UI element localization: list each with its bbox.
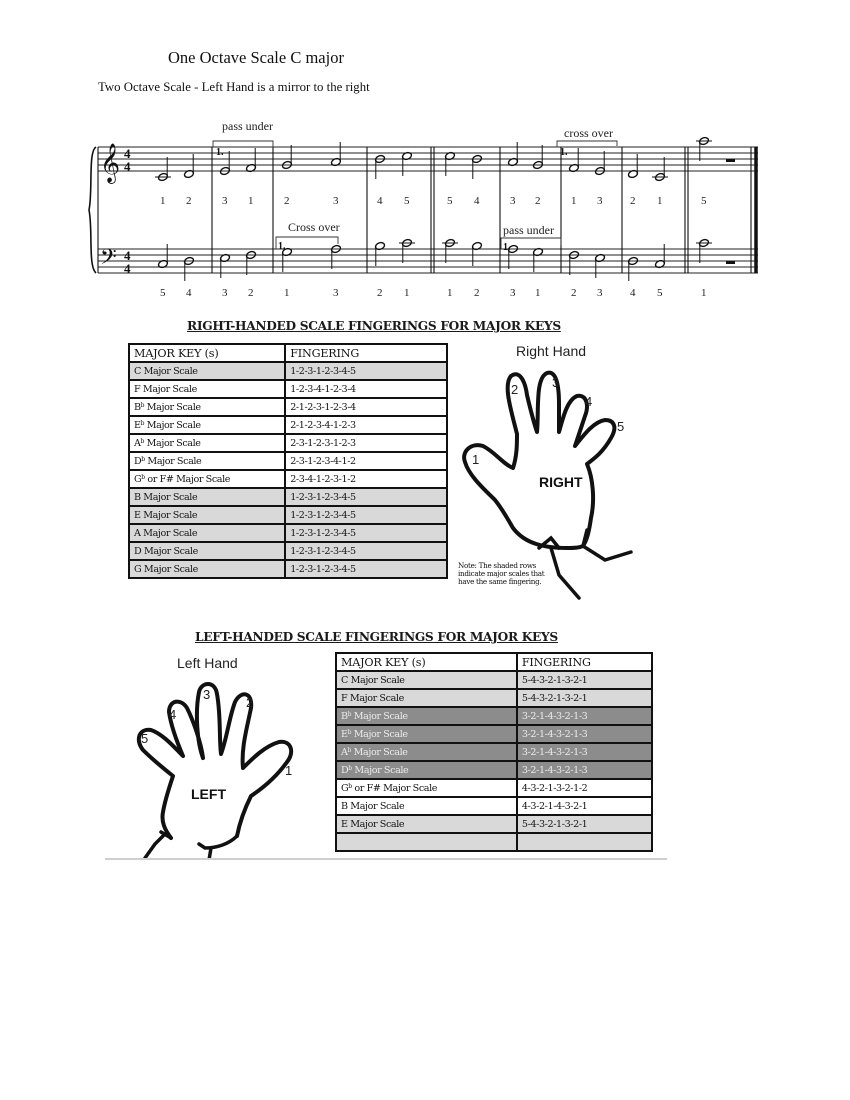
table-header-row [129, 344, 447, 362]
right-hand-title: Right Hand [516, 343, 587, 359]
major-key-cell: F Major Scale [129, 380, 285, 398]
svg-text:3: 3 [510, 195, 516, 207]
major-key-cell: $D^b$ Major Scale [336, 761, 517, 779]
annotation-pass-under: pass under [222, 119, 273, 133]
table-row [336, 725, 652, 743]
svg-text:1: 1 [285, 763, 293, 778]
fingering-cell [517, 833, 652, 851]
major-key-cell: $E^b$ Major Scale [129, 416, 285, 434]
svg-text:1.: 1. [278, 241, 286, 252]
fingering-cell: 3-2-1-4-3-2-1-3 [517, 725, 652, 743]
svg-text:2: 2 [377, 287, 383, 299]
left-hand-label: LEFT [191, 786, 226, 802]
table-row [336, 743, 652, 761]
half-rest-treble [726, 159, 735, 162]
svg-text:4: 4 [124, 146, 131, 161]
svg-text:3: 3 [597, 195, 603, 207]
svg-text:1: 1 [472, 452, 480, 467]
fingering-cell: 3-2-1-4-3-2-1-3 [517, 761, 652, 779]
fingering-cell: 1-2-3-4-1-2-3-4 [285, 380, 447, 398]
major-key-cell: G Major Scale [129, 560, 285, 578]
svg-text:1.: 1. [503, 242, 511, 253]
svg-text:3: 3 [552, 375, 560, 390]
flat-accidental: b [141, 455, 145, 463]
svg-text:1: 1 [404, 287, 410, 299]
flat-accidental: b [141, 473, 145, 481]
table-row [129, 488, 447, 506]
svg-text:1: 1 [571, 195, 577, 207]
svg-text:1: 1 [284, 287, 290, 299]
svg-text:2: 2 [284, 195, 290, 207]
grand-staff-brace [89, 147, 96, 273]
right-fingering-table [128, 343, 448, 579]
fingering-cell: 1-2-3-1-2-3-4-5 [285, 542, 447, 560]
major-key-cell: $A^b$ Major Scale [336, 743, 517, 761]
major-key-cell: $E^b$ Major Scale [336, 725, 517, 743]
svg-text:5: 5 [701, 195, 707, 207]
fingering-cell: 2-3-1-2-3-4-1-2 [285, 452, 447, 470]
table-row [129, 434, 447, 452]
major-key-cell: E Major Scale [129, 506, 285, 524]
fingering-cell: 2-3-4-1-2-3-1-2 [285, 470, 447, 488]
table-row [336, 797, 652, 815]
fingering-cell: 4-3-2-1-3-2-1-2 [517, 779, 652, 797]
page-subtitle: Two Octave Scale - Left Hand is a mirror to the right [98, 80, 370, 94]
svg-text:5: 5 [657, 287, 663, 299]
svg-text:1: 1 [248, 195, 254, 207]
major-key-cell: C Major Scale [129, 362, 285, 380]
table-header-cell: FINGERING [285, 344, 447, 362]
brackets [213, 141, 617, 249]
svg-text:4: 4 [630, 287, 636, 299]
svg-text:1.: 1. [560, 147, 568, 158]
svg-text:4: 4 [124, 159, 131, 174]
svg-text:2: 2 [248, 287, 254, 299]
table-row [336, 779, 652, 797]
major-key-cell: $G^b$ or F# Major Scale [336, 779, 517, 797]
treble-clef-icon: 𝄞 [100, 145, 121, 182]
cutoff-line [105, 858, 667, 860]
fingering-cell: 1-2-3-1-2-3-4-5 [285, 524, 447, 542]
fingering-cell: 1-2-3-1-2-3-4-5 [285, 560, 447, 578]
flat-accidental: b [140, 419, 145, 427]
fingering-cell: 1-2-3-1-2-3-4-5 [285, 506, 447, 524]
svg-text:4: 4 [124, 248, 131, 263]
major-key-cell: $B^b$ Major Scale [336, 707, 517, 725]
flat-accidental: b [140, 437, 144, 445]
table-row [129, 416, 447, 434]
flat-accidental: b [348, 782, 352, 790]
page-title: One Octave Scale C major [168, 48, 344, 67]
table-row [129, 542, 447, 560]
major-key-cell: $A^b$ Major Scale [129, 434, 285, 452]
fingering-cell: 3-2-1-4-3-2-1-3 [517, 743, 652, 761]
flat-accidental: b [347, 710, 352, 718]
svg-text:2: 2 [535, 195, 541, 207]
annotations [222, 119, 613, 237]
left-fingering-table [335, 652, 653, 852]
svg-text:5: 5 [617, 419, 625, 434]
svg-text:4: 4 [186, 287, 192, 299]
fingering-cell: 4-3-2-1-4-3-2-1 [517, 797, 652, 815]
fingering-cell: 2-1-2-3-1-2-3-4 [285, 398, 447, 416]
major-key-cell: E Major Scale [336, 815, 517, 833]
svg-text:2: 2 [474, 287, 480, 299]
fingering-cell: 2-3-1-2-3-1-2-3 [285, 434, 447, 452]
left-hand-icon [105, 672, 330, 860]
major-key-cell: B Major Scale [336, 797, 517, 815]
table-row [129, 452, 447, 470]
fingering-cell: 1-2-3-1-2-3-4-5 [285, 362, 447, 380]
annotation-pass-under-bass: pass under [503, 223, 554, 237]
svg-text:3: 3 [333, 287, 339, 299]
svg-text:4: 4 [124, 261, 131, 276]
table-row [129, 506, 447, 524]
svg-text:1: 1 [535, 287, 541, 299]
flat-accidental: b [140, 401, 145, 409]
svg-text:1: 1 [701, 287, 707, 299]
svg-text:5: 5 [141, 731, 149, 746]
svg-text:2: 2 [511, 382, 519, 397]
table-row [129, 380, 447, 398]
svg-text:1: 1 [447, 287, 453, 299]
svg-text:4: 4 [474, 195, 480, 207]
table-header-cell: FINGERING [517, 653, 652, 671]
table-row [129, 470, 447, 488]
flat-accidental: b [348, 764, 352, 772]
time-signature-treble [124, 146, 131, 174]
table-row [129, 524, 447, 542]
right-section-heading: RIGHT-HANDED SCALE FINGERINGS FOR MAJOR KEYS [187, 319, 561, 333]
right-hand-label: RIGHT [539, 474, 583, 490]
svg-text:2: 2 [571, 287, 577, 299]
table-header-row [336, 653, 652, 671]
annotation-cross-over-bass: Cross over [288, 220, 340, 234]
table-row [129, 398, 447, 416]
table-row [129, 560, 447, 578]
major-key-cell: B Major Scale [129, 488, 285, 506]
fingering-cell: 5-4-3-2-1-3-2-1 [517, 671, 652, 689]
flat-accidental: b [347, 728, 352, 736]
table-row [129, 362, 447, 380]
time-signature-bass [124, 248, 131, 276]
major-key-cell: $G^b$ or F# Major Scale [129, 470, 285, 488]
table-row [336, 671, 652, 689]
major-key-cell [336, 833, 517, 851]
music-score [0, 0, 850, 310]
svg-text:3: 3 [597, 287, 603, 299]
table-row [336, 689, 652, 707]
svg-text:4: 4 [585, 394, 593, 409]
major-key-cell: C Major Scale [336, 671, 517, 689]
svg-text:5: 5 [404, 195, 410, 207]
major-key-cell: F Major Scale [336, 689, 517, 707]
svg-text:3: 3 [222, 287, 228, 299]
svg-text:1: 1 [160, 195, 166, 207]
svg-text:5: 5 [160, 287, 166, 299]
flat-accidental: b [347, 746, 351, 754]
major-key-cell: $D^b$ Major Scale [129, 452, 285, 470]
fingering-cell: 5-4-3-2-1-3-2-1 [517, 815, 652, 833]
blank-lower-page [0, 860, 850, 1100]
shaded-rows-note: Note: The shaded rows indicate major scales that have the same fingering. [458, 561, 545, 586]
table-header-cell: MAJOR KEY (s) [129, 344, 285, 362]
table-row [336, 833, 652, 851]
fingering-cell: 1-2-3-1-2-3-4-5 [285, 488, 447, 506]
table-header-cell: MAJOR KEY (s) [336, 653, 517, 671]
annotation-cross-over: cross over [564, 126, 613, 140]
left-section-heading: LEFT-HANDED SCALE FINGERINGS FOR MAJOR KEYS [195, 630, 558, 644]
fingering-cell: 3-2-1-4-3-2-1-3 [517, 707, 652, 725]
table-row [336, 761, 652, 779]
major-key-cell: D Major Scale [129, 542, 285, 560]
svg-text:1.: 1. [216, 147, 224, 158]
svg-text:3: 3 [203, 687, 211, 702]
svg-text:1: 1 [657, 195, 663, 207]
fingering-cell: 2-1-2-3-4-1-2-3 [285, 416, 447, 434]
svg-text:5: 5 [447, 195, 453, 207]
bass-clef-icon: 𝄢 [100, 245, 117, 274]
barlines [98, 147, 756, 273]
svg-text:3: 3 [333, 195, 339, 207]
major-key-cell: $B^b$ Major Scale [129, 398, 285, 416]
svg-text:3: 3 [510, 287, 516, 299]
major-key-cell: A Major Scale [129, 524, 285, 542]
svg-text:2: 2 [630, 195, 636, 207]
half-rest-bass [726, 261, 735, 264]
svg-text:2: 2 [246, 695, 254, 710]
svg-text:3: 3 [222, 195, 228, 207]
svg-text:4: 4 [169, 707, 177, 722]
fingering-cell: 5-4-3-2-1-3-2-1 [517, 689, 652, 707]
svg-text:2: 2 [186, 195, 192, 207]
svg-text:4: 4 [377, 195, 383, 207]
staff-lines [98, 147, 758, 273]
left-hand-title: Left Hand [177, 655, 238, 671]
table-row [336, 707, 652, 725]
table-row [336, 815, 652, 833]
